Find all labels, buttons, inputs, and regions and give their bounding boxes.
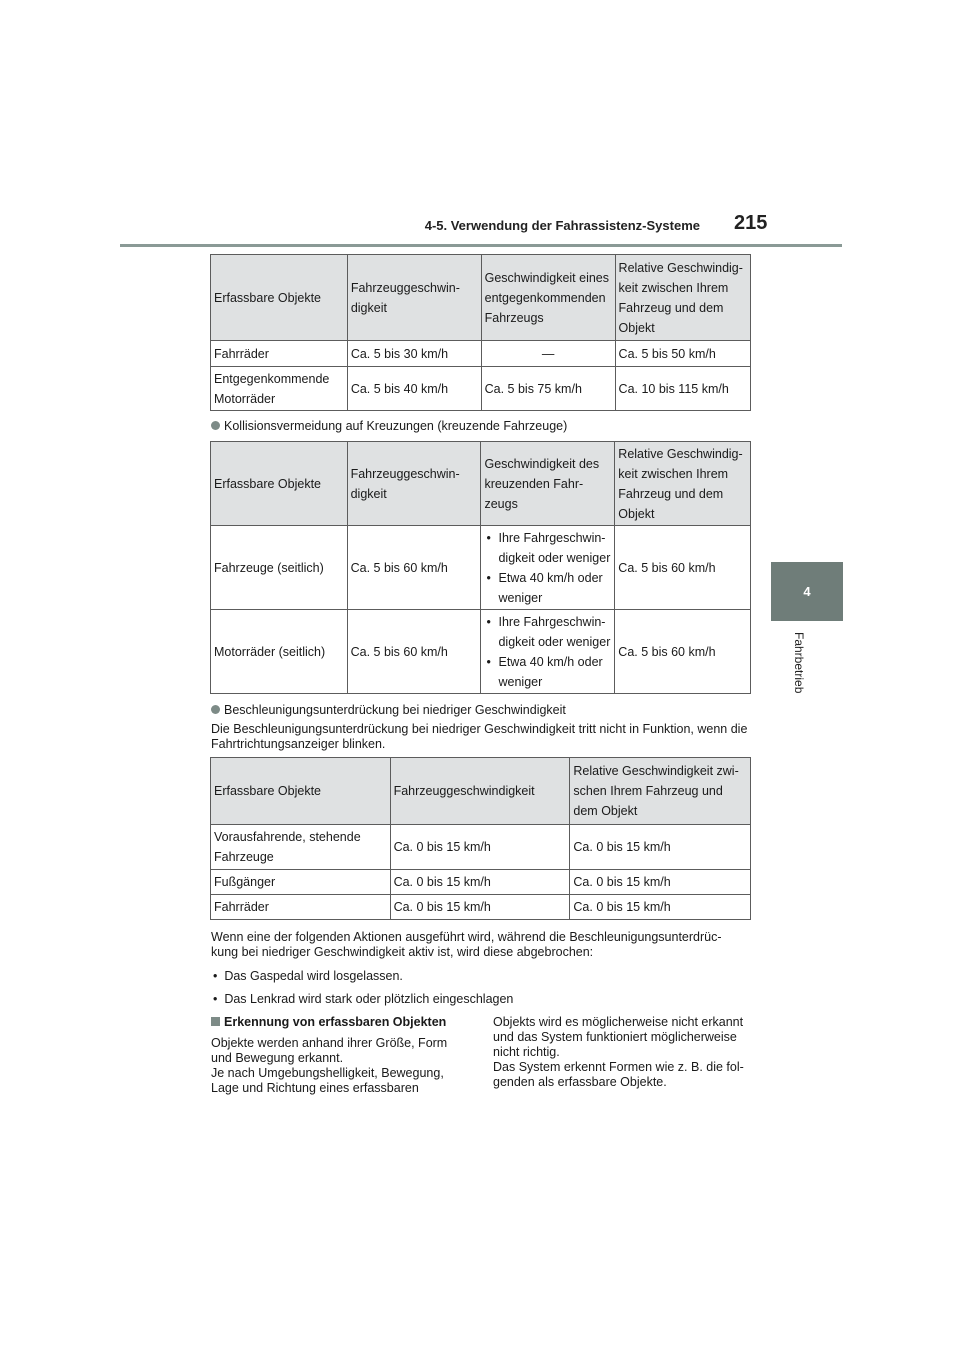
detection-right-text: Objekts wird es möglicherweise nicht erkannt und das System funktioniert möglicherweise nicht richtig. Das System erkennt Formen wie z. B. die fol- genden als erfassbare Objekte.: [493, 1015, 744, 1089]
table-header-cell: Relative Geschwindigkeit zwi- schen Ihrem Fahrzeug und dem Objekt: [570, 758, 751, 825]
table-cell: Ca. 0 bis 15 km/h: [570, 895, 751, 920]
detection-heading: [211, 1015, 471, 1030]
section-heading-acceleration: [211, 703, 566, 717]
table-header-cell: Erfassbare Objekte: [211, 442, 348, 526]
table-oncoming-objects: [210, 254, 751, 411]
chapter-tab[interactable]: [771, 562, 843, 621]
page-number: 215: [734, 212, 768, 234]
section-heading-intersection: [211, 419, 567, 433]
header-divider: [120, 244, 842, 247]
detection-left-text: Objekte werden anhand ihrer Größe, Form und Bewegung erkannt. Je nach Umgebungshelligkeit, Bewegung, Lage und Richtung eines erfassbaren: [211, 1036, 448, 1095]
chapter-label: Fahrbetrieb: [792, 632, 806, 694]
list-item: • Ihre Fahrgeschwin- digkeit oder weniger: [484, 612, 611, 652]
circle-bullet-icon: [211, 705, 220, 714]
list-item: • Etwa 40 km/h oder weniger: [484, 568, 611, 608]
table-cell: Fahrräder: [211, 895, 391, 920]
table-cell: Fahrräder: [211, 341, 348, 367]
table-cell: Vorausfahrende, stehende Fahrzeuge: [211, 825, 391, 870]
table-cell: Ca. 5 bis 50 km/h: [615, 341, 750, 367]
table-header-cell: Relative Geschwindig- keit zwischen Ihrem Fahrzeug und dem Objekt: [615, 442, 751, 526]
list-item-text: Das Gaspedal wird losgelassen.: [224, 969, 403, 983]
table-cell: Ca. 5 bis 60 km/h: [347, 610, 481, 694]
list-item: • Das Lenkrad wird stark oder plötzlich eingeschlagen: [213, 992, 514, 1006]
table-header-cell: Erfassbare Objekte: [211, 758, 391, 825]
list-item: • Das Gaspedal wird losgelassen.: [213, 969, 403, 983]
list-item: • Etwa 40 km/h oder weniger: [484, 652, 611, 692]
table-cell: Ca. 5 bis 60 km/h: [347, 526, 481, 610]
detection-left-column: [211, 1015, 471, 1096]
detection-right-column: [493, 1015, 753, 1090]
table-cell: —: [481, 341, 615, 367]
heading-text: Beschleunigungsunterdrückung bei niedriger Geschwindigkeit: [224, 703, 566, 717]
heading-text: Kollisionsvermeidung auf Kreuzungen (kreuzende Fahrzeuge): [224, 419, 568, 433]
cancel-conditions-text: Wenn eine der folgenden Aktionen ausgeführt wird, während die Beschleunigungsunterdrüc- kung bei niedriger Geschwindigkeit aktiv ist, wird diese abgebrochen:: [211, 930, 722, 959]
circle-bullet-icon: [211, 421, 220, 430]
table-cell: Ca. 5 bis 75 km/h: [481, 367, 615, 411]
table-header-cell: Geschwindigkeit eines entgegenkommenden Fahrzeugs: [481, 255, 615, 341]
table-cell: Ca. 0 bis 15 km/h: [570, 870, 751, 895]
table-row: [211, 870, 751, 895]
table-cell: Ca. 0 bis 15 km/h: [390, 895, 570, 920]
table-cell: Ca. 5 bis 40 km/h: [347, 367, 481, 411]
table-cell: Entgegenkommende Motorräder: [211, 367, 348, 411]
table-cell: Fußgänger: [211, 870, 391, 895]
table-cell: Ca. 10 bis 115 km/h: [615, 367, 750, 411]
table-row: [211, 367, 751, 411]
table-crossing-vehicles: [210, 441, 751, 694]
table-cell: [481, 526, 615, 610]
table-cell: Ca. 5 bis 30 km/h: [347, 341, 481, 367]
list-item: • Ihre Fahrgeschwin- digkeit oder weniger: [484, 528, 611, 568]
table-row: [211, 341, 751, 367]
table-cell: Ca. 5 bis 60 km/h: [615, 526, 751, 610]
table-row: [211, 825, 751, 870]
heading-text: Erkennung von erfassbaren Objekten: [224, 1015, 447, 1029]
table-header-cell: Fahrzeuggeschwin- digkeit: [347, 442, 481, 526]
table-header-cell: Fahrzeuggeschwindigkeit: [390, 758, 570, 825]
table-cell: Ca. 0 bis 15 km/h: [390, 825, 570, 870]
table-row: [211, 526, 751, 610]
table-cell: Fahrzeuge (seitlich): [211, 526, 348, 610]
table-cell: Ca. 0 bis 15 km/h: [570, 825, 751, 870]
table-cell: Ca. 5 bis 60 km/h: [615, 610, 751, 694]
section-text: Die Beschleunigungsunterdrückung bei niedriger Geschwindigkeit tritt nicht in Funktion, wenn die Fahrtrichtungsanzeiger blinken.: [211, 722, 748, 751]
table-header-cell: Relative Geschwindig- keit zwischen Ihrem Fahrzeug und dem Objekt: [615, 255, 750, 341]
table-row: [211, 895, 751, 920]
table-header-cell: Fahrzeuggeschwin- digkeit: [347, 255, 481, 341]
table-header-cell: Geschwindigkeit des kreuzenden Fahr- zeugs: [481, 442, 615, 526]
table-row: [211, 610, 751, 694]
section-title: 4-5. Verwendung der Fahrassistenz-Systeme: [424, 218, 700, 233]
square-bullet-icon: [211, 1017, 220, 1026]
list-item-text: Das Lenkrad wird stark oder plötzlich eingeschlagen: [224, 992, 514, 1006]
table-acceleration-suppression: [210, 757, 751, 920]
chapter-number: 4: [803, 584, 811, 599]
table-header-cell: Erfassbare Objekte: [211, 255, 348, 341]
table-cell: Ca. 0 bis 15 km/h: [390, 870, 570, 895]
table-cell: Motorräder (seitlich): [211, 610, 348, 694]
table-cell: [481, 610, 615, 694]
